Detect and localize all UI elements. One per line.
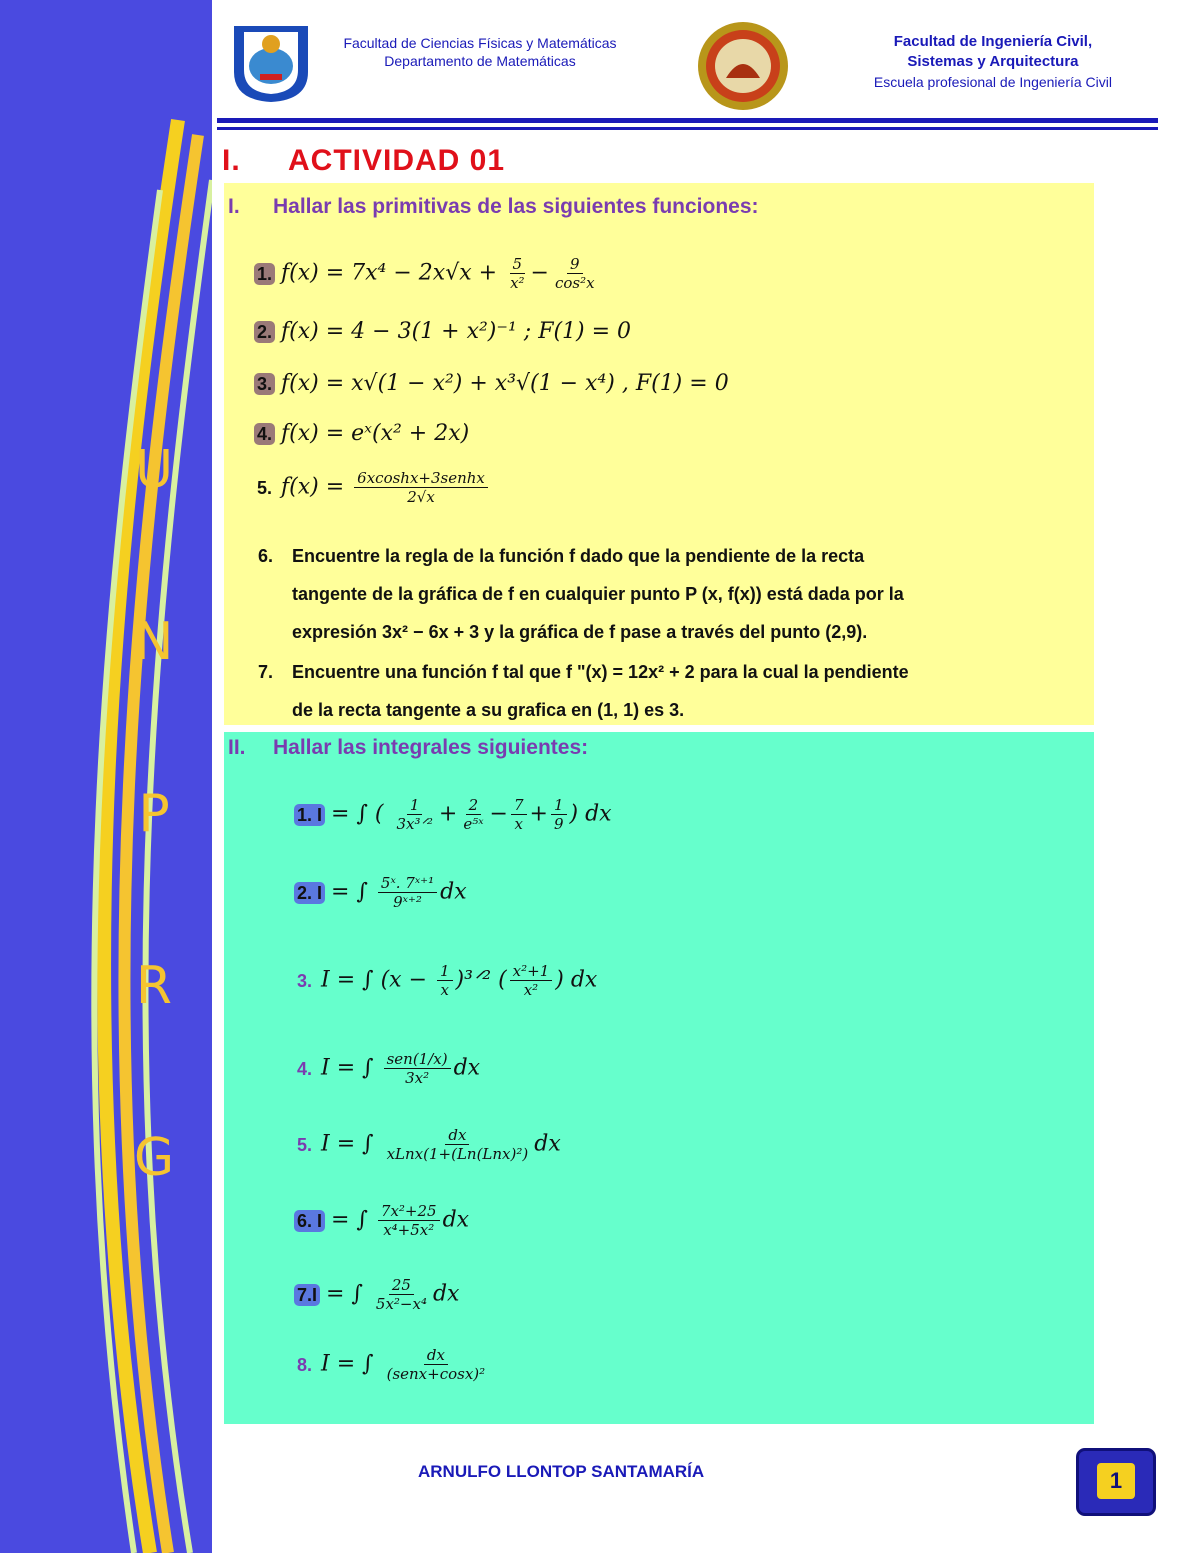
- primitive-4-expr: f(x) = eˣ(x² + 2x): [281, 421, 470, 446]
- integral-7: 7.I = ∫ $\frac{25}{\text{5x²−x⁴}}$ dx: [294, 1276, 459, 1313]
- problem-6-line2: tangente de la gráfica de f en cualquier punto P (x, f(x)) está dada por la: [292, 584, 904, 604]
- primitive-4: [254, 421, 469, 446]
- section1-heading-text: Hallar las primitivas de las siguientes funciones:: [273, 195, 759, 218]
- problem-6-number: 6.: [258, 546, 274, 566]
- primitive-1: 1. f(x) = 7x⁴ − 2x√x + $\frac{5}{\text{x²}}$ − $\frac{9}{\text{cos²x}}$: [254, 255, 601, 292]
- sidebar-stripes: [0, 0, 212, 1553]
- problem-7-line2: de la recta tangente a su grafica en (1, 1) es 3.: [292, 700, 685, 720]
- section2-heading: [228, 736, 588, 760]
- integral-4-label: 4.: [297, 1058, 313, 1079]
- sidebar-letter-r: R: [135, 956, 173, 1016]
- sidebar-letter-g: G: [133, 1128, 175, 1188]
- integral-3: 3. I = ∫ (x − $\frac{1}{x}$ )³ᐟ² ( $\frac{\text{x²+1}}{\text{x²}}$ ) dx: [294, 962, 597, 999]
- header-eng-line3: Escuela profesional de Ingeniería Civil: [873, 74, 1112, 90]
- footer-author: ARNULFO LLONTOP SANTAMARÍA: [418, 1462, 705, 1481]
- primitive-1-label: 1.: [254, 263, 275, 285]
- primitive-5: [254, 469, 491, 506]
- primitive-5-frac: $\frac{\text{6xcoshx+3senhx}}{2√x}$: [354, 469, 488, 506]
- primitive-5-expr: f(x) =: [281, 474, 345, 500]
- problem-6-line1: Encuentre la regla de la función f dado que la pendiente de la recta: [292, 546, 865, 566]
- primitive-3-expr: f(x) = x√(1 − x²) + x³√(1 − x⁴) , F(1) = 0: [281, 371, 729, 396]
- title-text: ACTIVIDAD 01: [288, 144, 506, 177]
- sidebar-letter-n: N: [134, 612, 174, 672]
- integral-5: 5. I = ∫ $\frac{dx}{\text{xLnx(1+(Ln(Lnx)²)}}$ dx: [294, 1126, 561, 1163]
- page-number: 1: [1097, 1463, 1135, 1499]
- integral-6: 6. I = ∫ $\frac{\text{7x²+25}}{\text{x⁴+5x²}}$ dx: [294, 1202, 469, 1239]
- integral-1: 1. I = ∫ ( $\frac{1}{\text{3x³ᐟ²}}$ + $\frac{2}{\text{e⁵ˣ}}$ − $\frac{7}{x}$ + $\frac{1}{9}$ ) dx: [294, 796, 612, 833]
- integral-8-label: 8.: [297, 1354, 313, 1375]
- header-rule-thin: [217, 127, 1158, 130]
- integral-2-label: 2. I: [294, 882, 325, 904]
- primitive-2-expr: f(x) = 4 − 3(1 + x²)⁻¹ ; F(1) = 0: [281, 319, 632, 344]
- problem-6: [258, 537, 1048, 651]
- header-faculty-line2: Departamento de Matemáticas: [384, 53, 576, 69]
- sidebar-letter-p: P: [138, 784, 170, 844]
- integral-6-label: 6. I: [294, 1210, 325, 1232]
- problem-6-line3: expresión 3x² − 6x + 3 y la gráfica de f pase a través del punto (2,9).: [292, 622, 868, 642]
- primitive-1-frac-a: $\frac{5}{\text{x²}}$: [510, 255, 525, 292]
- integral-1-label: 1. I: [294, 804, 325, 826]
- primitive-1-expr: f(x) = 7x⁴ − 2x√x +: [281, 260, 498, 286]
- header-eng-line2: Sistemas y Arquitectura: [907, 53, 1079, 70]
- header-rule: [217, 118, 1158, 123]
- integral-7-label: 7.I: [294, 1284, 320, 1306]
- section1-heading: [228, 195, 759, 219]
- integral-4: 4. I = ∫ $\frac{\text{sen(1/x)}}{\text{3x²}}$ dx: [294, 1050, 480, 1087]
- integral-2: 2. I = ∫ $\frac{\text{5ˣ. 7ˣ⁺¹}}{\text{9ˣ⁺²}}$ dx: [294, 874, 467, 911]
- header: [212, 0, 1200, 140]
- primitive-3-label: 3.: [254, 373, 275, 395]
- page-number-badge: [1076, 1448, 1156, 1516]
- problem-7-number: 7.: [258, 662, 274, 682]
- section1-number: I.: [228, 195, 240, 218]
- title-number: I.: [222, 144, 241, 177]
- primitive-2: [254, 319, 631, 344]
- section-integrals: [224, 732, 1094, 1424]
- integral-8: 8. I = ∫ $\frac{dx}{\text{(senx+cosx)²}}$: [294, 1346, 491, 1383]
- header-faculty-line1: Facultad de Ciencias Físicas y Matemáticas: [343, 35, 617, 51]
- primitive-2-label: 2.: [254, 321, 275, 343]
- primitive-3: [254, 371, 729, 396]
- header-eng-line1: Facultad de Ingeniería Civil,: [893, 33, 1093, 50]
- page-title: [222, 144, 505, 178]
- problem-7-line1: Encuentre una función f tal que f "(x) = 12x² + 2 para la cual la pendiente: [292, 662, 909, 682]
- integral-3-label: 3.: [297, 970, 313, 991]
- integral-5-label: 5.: [297, 1134, 313, 1155]
- primitive-5-label: 5.: [257, 477, 273, 498]
- section-primitives: [224, 183, 1094, 725]
- section2-number: II.: [228, 736, 246, 759]
- section2-heading-text: Hallar las integrales siguientes:: [273, 736, 589, 759]
- problem-7: [258, 653, 1048, 729]
- sidebar-letter-u: U: [134, 440, 174, 500]
- university-seal-logo: [696, 20, 790, 112]
- primitive-4-label: 4.: [254, 423, 275, 445]
- sidebar: [0, 0, 212, 1553]
- primitive-1-frac-b: $\frac{9}{\text{cos²x}}$: [554, 255, 595, 292]
